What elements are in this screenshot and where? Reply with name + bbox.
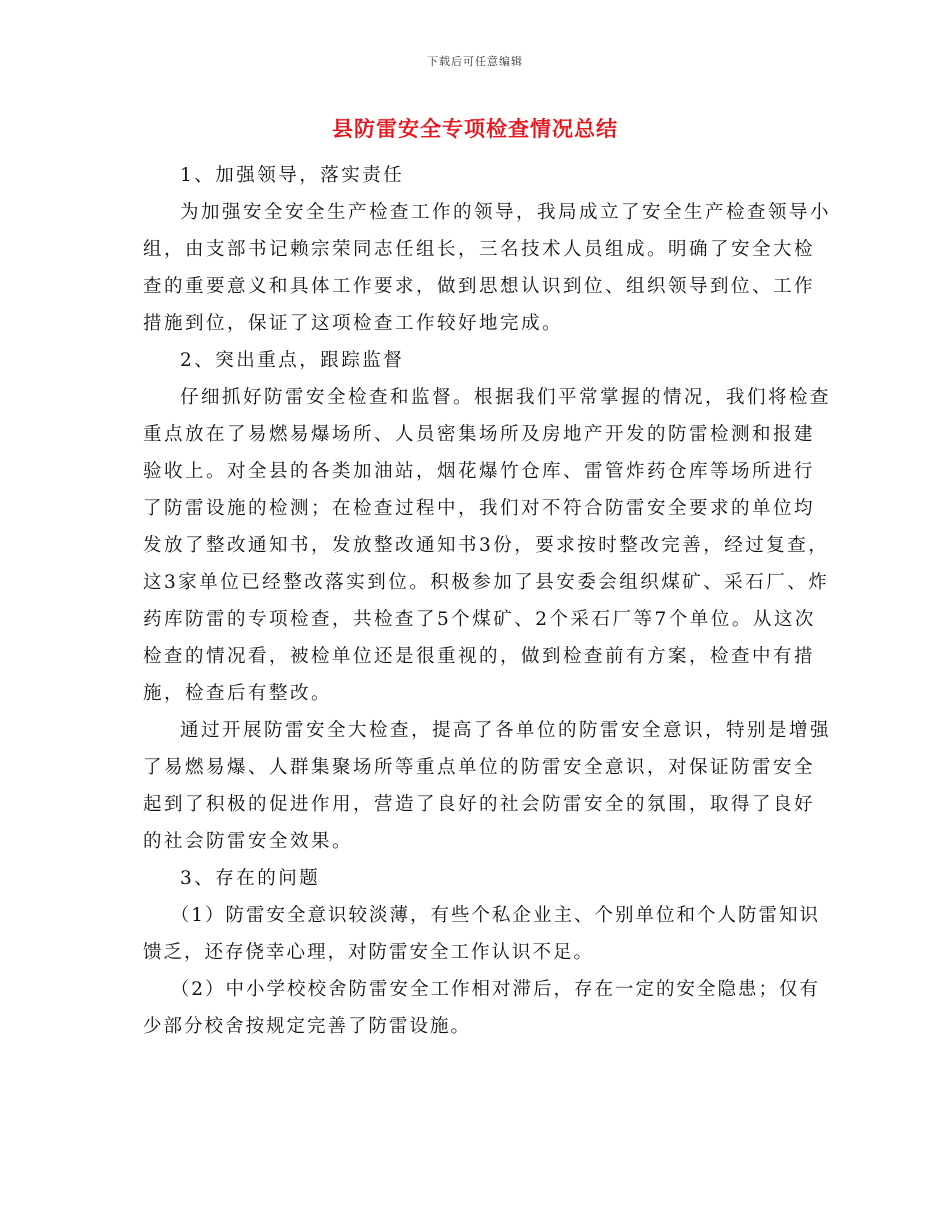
body-paragraph: 仔细抓好防雷安全检查和监督。根据我们平常掌握的情况，我们将检查重点放在了易燃易爆场所、人员密集场所及房地产开发的防雷检测和报建验收上。对全县的各类加油站，烟花爆竹仓库、雷管炸药仓库等场所进行了防雷设施的检测；在检查过程中，我们对不符合防雷安全要求的单位均发放了整改通知书，发放整改通知书3份，要求按时整改完善，经过复查，这3家单位已经整改落实到位。积极参加了县安委会组织煤矿、采石厂、炸药库防雷的专项检查，共检查了5个煤矿、2个采石厂等7个单位。从这次检查的情况看，被检单位还是很重视的，做到检查前有方案，检查中有措施，检查后有整改。 — [143, 387, 832, 704]
body-paragraph: 通过开展防雷安全大检查，提高了各单位的防雷安全意识，特别是增强了易燃易爆、人群集聚场所等重点单位的防雷安全意识，对保证防雷安全起到了积极的促进作用，营造了良好的社会防雷安全的氛围，取得了良好的社会防雷安全效果。 — [143, 720, 832, 852]
page-header-note: 下载后可任意编辑 — [427, 55, 523, 68]
problem-item-1: （1）防雷安全意识较淡薄，有些个私企业主、个别单位和个人防雷知识馈乏，还存侥幸心理，对防雷安全工作认识不足。 — [143, 905, 821, 963]
document-title: 县防雷安全专项检查情况总结 — [332, 116, 618, 141]
section-heading-1: 1、加强领导，落实责任 — [180, 165, 405, 186]
section-heading-3: 3、存在的问题 — [180, 868, 321, 889]
section-heading-2: 2、突出重点，跟踪监督 — [180, 350, 405, 371]
problem-item-2: （2）中小学校校舍防雷安全工作相对滞后，存在一定的安全隐患；仅有少部分校舍按规定完善了防雷设施。 — [143, 979, 821, 1037]
body-paragraph: 为加强安全安全生产检查工作的领导，我局成立了安全生产检查领导小组，由支部书记赖宗荣同志任组长，三名技术人员组成。明确了安全大检查的重要意义和具体工作要求，做到思想认识到位、组织领导到位、工作措施到位，保证了这项检查工作较好地完成。 — [143, 202, 832, 334]
document-body — [143, 157, 833, 1045]
